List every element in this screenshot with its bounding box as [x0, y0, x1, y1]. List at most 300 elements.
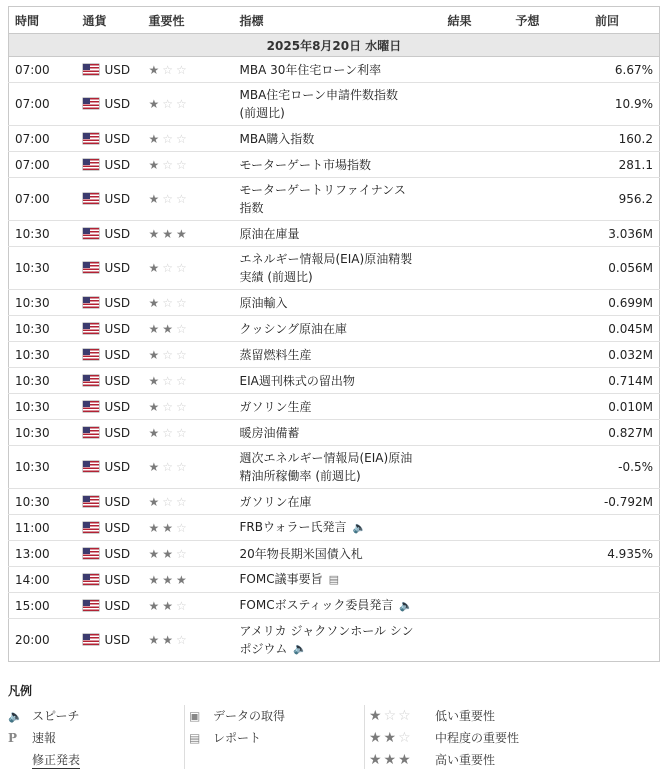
us-flag-icon	[83, 401, 99, 412]
event-previous: 0.827M	[566, 420, 660, 446]
legend-high-label: 高い重要性	[435, 753, 496, 767]
star-filled-icon: ★	[148, 192, 163, 206]
high-importance-stars-icon: ★★★	[369, 752, 413, 768]
star-filled-icon: ★	[162, 633, 177, 647]
us-flag-icon	[83, 349, 99, 360]
event-currency: USD	[104, 520, 131, 535]
star-empty-icon: ☆	[162, 347, 177, 362]
event-currency: USD	[104, 62, 131, 77]
event-forecast	[510, 126, 566, 152]
event-importance	[143, 57, 234, 83]
event-currency-cell	[77, 567, 143, 593]
event-currency-cell	[77, 446, 143, 489]
legend-item-high	[369, 749, 664, 771]
event-title[interactable]: クッシング原油在庫	[239, 321, 347, 336]
star-filled-icon: ★	[148, 226, 163, 241]
event-importance	[143, 178, 234, 221]
legend-report-label: レポート	[213, 731, 262, 745]
event-currency-cell	[77, 489, 143, 515]
event-currency-cell	[77, 342, 143, 368]
star-empty-icon: ☆	[176, 373, 190, 388]
event-title[interactable]: MBA 30年住宅ローン利率	[239, 62, 382, 77]
event-forecast	[510, 446, 566, 489]
star-empty-icon: ☆	[176, 460, 190, 474]
star-filled-icon: ★	[162, 321, 177, 336]
us-flag-icon	[83, 634, 99, 645]
legend-item-flash	[8, 727, 176, 749]
event-currency-cell	[77, 83, 143, 126]
legend-item-report	[189, 727, 364, 749]
event-currency: USD	[104, 373, 131, 388]
event-actual	[442, 178, 510, 221]
event-row[interactable]	[9, 126, 660, 152]
event-name-cell	[234, 152, 442, 178]
event-row[interactable]	[9, 489, 660, 515]
event-row[interactable]	[9, 394, 660, 420]
star-filled-icon: ★	[148, 425, 163, 440]
event-title[interactable]: 原油在庫量	[239, 226, 300, 241]
star-empty-icon: ☆	[162, 373, 177, 388]
header-forecast[interactable]: 予想	[510, 7, 566, 34]
us-flag-icon	[83, 228, 99, 239]
event-title[interactable]: MBA住宅ローン申請件数指数	[239, 88, 399, 102]
us-flag-icon	[83, 522, 99, 533]
event-forecast	[510, 221, 566, 247]
event-name-cell	[234, 515, 442, 541]
event-title[interactable]: モーターゲート市場指数	[239, 157, 372, 172]
star-empty-icon: ☆	[162, 261, 177, 275]
event-forecast	[510, 178, 566, 221]
event-time: 10:30	[9, 316, 77, 342]
event-row[interactable]	[9, 446, 660, 489]
event-row[interactable]	[9, 316, 660, 342]
event-name-cell	[234, 247, 442, 290]
header-event[interactable]: 指標	[234, 7, 442, 34]
legend-low-label: 低い重要性	[435, 709, 496, 723]
event-name-cell	[234, 368, 442, 394]
star-empty-icon: ☆	[162, 399, 177, 414]
star-empty-icon: ☆	[176, 97, 190, 111]
us-flag-icon	[83, 574, 99, 585]
event-row[interactable]	[9, 178, 660, 221]
star-filled-icon: ★	[148, 598, 163, 613]
event-forecast	[510, 394, 566, 420]
event-forecast	[510, 567, 566, 593]
event-currency-cell	[77, 541, 143, 567]
event-importance	[143, 489, 234, 515]
event-name-cell	[234, 593, 442, 619]
event-importance	[143, 567, 234, 593]
star-filled-icon: ★	[176, 226, 190, 241]
event-time: 07:00	[9, 57, 77, 83]
event-name-cell	[234, 83, 442, 126]
event-currency-cell	[77, 152, 143, 178]
event-importance	[143, 290, 234, 316]
event-time: 10:30	[9, 420, 77, 446]
us-flag-icon	[83, 600, 99, 611]
star-filled-icon: ★	[148, 97, 163, 111]
event-time: 10:30	[9, 446, 77, 489]
event-forecast	[510, 489, 566, 515]
event-title[interactable]: エネルギー情報局(EIA)原油精製	[239, 252, 413, 266]
event-actual	[442, 394, 510, 420]
event-title[interactable]: アメリカ ジャクソンホール シン	[239, 623, 414, 638]
event-title-line2[interactable]: (前週比)	[239, 106, 285, 120]
flash-p-icon: P	[8, 731, 18, 745]
event-actual	[442, 290, 510, 316]
star-filled-icon: ★	[162, 546, 177, 561]
star-empty-icon: ☆	[162, 460, 177, 474]
event-name-cell	[234, 221, 442, 247]
legend-item-low	[369, 705, 664, 727]
event-previous	[566, 515, 660, 541]
event-time: 15:00	[9, 593, 77, 619]
event-currency: USD	[104, 572, 131, 587]
event-row[interactable]	[9, 368, 660, 394]
event-title-line2[interactable]: 実績 (前週比)	[239, 270, 313, 284]
event-title-line2[interactable]: ポジウム 🔈	[240, 640, 436, 659]
legend-column-importance	[364, 705, 664, 769]
event-actual	[442, 446, 510, 489]
star-empty-icon: ☆	[162, 131, 177, 146]
date-label: 2025年8月20日 水曜日	[9, 34, 660, 57]
speaker-icon: 🔈	[352, 520, 367, 534]
event-previous: 3.036M	[566, 221, 660, 247]
event-name-cell	[234, 178, 442, 221]
event-currency-cell	[77, 178, 143, 221]
event-previous: -0.792M	[566, 489, 660, 515]
event-previous: 0.032M	[566, 342, 660, 368]
header-time[interactable]: 時間	[9, 7, 77, 34]
star-empty-icon: ☆	[176, 347, 190, 362]
event-title[interactable]: EIA週刊株式の留出物	[239, 373, 355, 388]
event-actual	[442, 83, 510, 126]
event-time: 10:30	[9, 368, 77, 394]
event-title[interactable]: 暖房油備蓄	[239, 425, 300, 440]
event-name-cell	[234, 57, 442, 83]
star-empty-icon: ☆	[162, 157, 177, 172]
legend-item-medium	[369, 727, 664, 749]
event-currency: USD	[104, 598, 131, 613]
legend-data-label: データの取得	[213, 709, 286, 723]
event-row[interactable]	[9, 619, 660, 662]
event-importance	[143, 420, 234, 446]
event-currency: USD	[104, 295, 131, 310]
star-filled-icon: ★	[162, 520, 177, 535]
legend-column-types	[8, 705, 176, 769]
event-name-cell	[234, 290, 442, 316]
event-title[interactable]: 週次エネルギー情報局(EIA)原油	[239, 451, 413, 465]
event-currency: USD	[104, 226, 131, 241]
star-empty-icon: ☆	[176, 520, 190, 535]
event-previous: 956.2	[566, 178, 660, 221]
event-title[interactable]: 20年物長期米国債入札	[239, 546, 363, 561]
star-empty-icon: ☆	[176, 546, 190, 561]
event-currency: USD	[104, 261, 131, 275]
event-currency: USD	[104, 157, 131, 172]
event-row[interactable]	[9, 247, 660, 290]
event-actual	[442, 342, 510, 368]
legend-item-data	[189, 705, 364, 727]
event-time: 10:30	[9, 221, 77, 247]
event-name-cell	[234, 446, 442, 489]
report-icon: ▤	[328, 572, 339, 586]
us-flag-icon	[83, 427, 99, 438]
star-filled-icon: ★	[148, 321, 163, 336]
low-importance-stars-icon: ★☆☆	[369, 708, 413, 724]
us-flag-icon	[83, 64, 99, 75]
us-flag-icon	[83, 193, 99, 204]
event-title[interactable]: 原油輸入	[239, 295, 288, 310]
event-time: 13:00	[9, 541, 77, 567]
star-filled-icon: ★	[148, 494, 163, 509]
event-importance	[143, 541, 234, 567]
event-currency: USD	[104, 192, 131, 206]
event-previous: 281.1	[566, 152, 660, 178]
event-name-cell	[234, 420, 442, 446]
legend-revised-label: 修正発表	[32, 753, 81, 767]
event-row[interactable]	[9, 515, 660, 541]
star-empty-icon: ☆	[176, 157, 190, 172]
event-actual	[442, 489, 510, 515]
medium-importance-stars-icon: ★★☆	[369, 730, 413, 746]
event-actual	[442, 515, 510, 541]
star-empty-icon: ☆	[176, 192, 190, 206]
event-importance	[143, 152, 234, 178]
event-previous: -0.5%	[566, 446, 660, 489]
event-row[interactable]	[9, 541, 660, 567]
event-actual	[442, 152, 510, 178]
speaker-icon: 🔈	[8, 709, 23, 723]
header-importance[interactable]: 重要性	[143, 7, 234, 34]
event-actual	[442, 126, 510, 152]
event-previous: 160.2	[566, 126, 660, 152]
event-previous: 0.699M	[566, 290, 660, 316]
star-empty-icon: ☆	[162, 62, 177, 77]
event-row[interactable]	[9, 290, 660, 316]
event-time: 07:00	[9, 83, 77, 126]
event-row[interactable]	[9, 420, 660, 446]
event-title[interactable]: ガソリン在庫	[239, 494, 312, 509]
star-filled-icon: ★	[148, 261, 163, 275]
event-currency-cell	[77, 394, 143, 420]
star-filled-icon: ★	[148, 157, 163, 172]
star-filled-icon: ★	[148, 131, 163, 146]
event-importance	[143, 446, 234, 489]
star-filled-icon: ★	[148, 373, 163, 388]
event-currency: USD	[104, 131, 131, 146]
event-time: 07:00	[9, 126, 77, 152]
star-empty-icon: ☆	[176, 261, 190, 275]
event-title[interactable]: FRBウォラー氏発言 🔈	[240, 518, 436, 537]
event-title-line2[interactable]: 精油所稼働率 (前週比)	[239, 469, 361, 483]
event-currency: USD	[104, 425, 131, 440]
event-currency-cell	[77, 290, 143, 316]
us-flag-icon	[83, 496, 99, 507]
event-importance	[143, 515, 234, 541]
event-importance	[143, 394, 234, 420]
event-forecast	[510, 342, 566, 368]
event-currency-cell	[77, 619, 143, 662]
event-forecast	[510, 515, 566, 541]
us-flag-icon	[83, 159, 99, 170]
event-previous: 0.045M	[566, 316, 660, 342]
event-name-cell	[234, 316, 442, 342]
us-flag-icon	[83, 262, 99, 273]
star-filled-icon: ★	[176, 572, 190, 587]
event-currency-cell	[77, 368, 143, 394]
event-title[interactable]: FOMC議事要旨 ▤	[240, 570, 436, 589]
legend-column-sources	[184, 705, 364, 769]
event-actual	[442, 316, 510, 342]
event-currency: USD	[104, 399, 131, 414]
legend-item-speech	[8, 705, 176, 727]
event-name-cell	[234, 567, 442, 593]
star-filled-icon: ★	[148, 546, 163, 561]
event-importance	[143, 247, 234, 290]
us-flag-icon	[83, 375, 99, 386]
data-retrieval-icon: ▣	[189, 709, 201, 723]
star-filled-icon: ★	[148, 460, 163, 474]
star-empty-icon: ☆	[162, 295, 177, 310]
header-row	[9, 7, 660, 34]
event-actual	[442, 368, 510, 394]
event-currency: USD	[104, 97, 131, 111]
star-empty-icon: ☆	[176, 494, 190, 509]
legend-flash-label: 速報	[32, 731, 57, 745]
legend-speech-label: スピーチ	[32, 709, 80, 723]
event-currency: USD	[104, 460, 131, 474]
event-previous: 10.9%	[566, 83, 660, 126]
legend-title: 凡例	[8, 684, 33, 698]
event-time: 14:00	[9, 567, 77, 593]
header-currency[interactable]: 通貨	[77, 7, 143, 34]
event-title[interactable]: 蒸留燃料生産	[239, 347, 312, 362]
economic-calendar-table	[8, 6, 660, 662]
event-forecast	[510, 368, 566, 394]
event-previous: 4.935%	[566, 541, 660, 567]
report-icon: ▤	[189, 731, 201, 745]
us-flag-icon	[83, 133, 99, 144]
event-importance	[143, 619, 234, 662]
star-filled-icon: ★	[162, 226, 177, 241]
star-empty-icon: ☆	[162, 494, 177, 509]
date-row	[9, 34, 660, 57]
event-time: 11:00	[9, 515, 77, 541]
event-actual	[442, 567, 510, 593]
event-title[interactable]: モーターゲートリファイナンス	[239, 183, 406, 197]
star-empty-icon: ☆	[176, 321, 190, 336]
event-importance	[143, 368, 234, 394]
event-row[interactable]	[9, 57, 660, 83]
event-name-cell	[234, 489, 442, 515]
star-filled-icon: ★	[148, 62, 163, 77]
us-flag-icon	[83, 323, 99, 334]
speaker-icon: 🔈	[293, 642, 308, 656]
event-row[interactable]	[9, 221, 660, 247]
star-filled-icon: ★	[148, 572, 163, 587]
us-flag-icon	[83, 98, 99, 109]
event-title[interactable]: ガソリン生産	[239, 399, 312, 414]
event-currency-cell	[77, 57, 143, 83]
event-actual	[442, 593, 510, 619]
event-currency: USD	[104, 546, 131, 561]
event-currency: USD	[104, 347, 131, 362]
star-empty-icon: ☆	[176, 131, 190, 146]
event-actual	[442, 541, 510, 567]
event-row[interactable]	[9, 152, 660, 178]
star-filled-icon: ★	[148, 295, 163, 310]
star-filled-icon: ★	[148, 633, 163, 647]
event-importance	[143, 126, 234, 152]
star-empty-icon: ☆	[176, 425, 190, 440]
event-forecast	[510, 247, 566, 290]
star-empty-icon: ☆	[176, 295, 190, 310]
us-flag-icon	[83, 297, 99, 308]
legend-item-revised	[8, 749, 176, 771]
header-actual[interactable]: 結果	[442, 7, 510, 34]
event-actual	[442, 221, 510, 247]
star-filled-icon: ★	[148, 520, 163, 535]
header-previous[interactable]: 前回	[566, 7, 660, 34]
star-empty-icon: ☆	[176, 399, 190, 414]
event-previous: 6.67%	[566, 57, 660, 83]
us-flag-icon	[83, 461, 99, 472]
legend	[8, 705, 659, 769]
event-time: 10:30	[9, 247, 77, 290]
event-currency: USD	[104, 633, 131, 647]
event-currency-cell	[77, 420, 143, 446]
event-previous: 0.056M	[566, 247, 660, 290]
event-currency-cell	[77, 247, 143, 290]
event-previous	[566, 567, 660, 593]
star-empty-icon: ☆	[162, 425, 177, 440]
event-importance	[143, 342, 234, 368]
event-importance	[143, 593, 234, 619]
event-name-cell	[234, 126, 442, 152]
event-forecast	[510, 152, 566, 178]
event-name-cell	[234, 394, 442, 420]
event-previous	[566, 593, 660, 619]
event-forecast	[510, 316, 566, 342]
event-currency-cell	[77, 515, 143, 541]
event-forecast	[510, 83, 566, 126]
star-filled-icon: ★	[162, 572, 177, 587]
event-title[interactable]: MBA購入指数	[239, 131, 315, 146]
event-row[interactable]	[9, 342, 660, 368]
event-previous	[566, 619, 660, 662]
event-importance	[143, 316, 234, 342]
star-empty-icon: ☆	[176, 598, 190, 613]
event-forecast	[510, 593, 566, 619]
legend-medium-label: 中程度の重要性	[435, 731, 520, 745]
event-row[interactable]	[9, 567, 660, 593]
event-time: 10:30	[9, 342, 77, 368]
event-forecast	[510, 420, 566, 446]
event-name-cell	[234, 342, 442, 368]
star-empty-icon: ☆	[162, 192, 177, 206]
event-forecast	[510, 290, 566, 316]
event-row[interactable]	[9, 593, 660, 619]
event-title-line2[interactable]: 指数	[239, 201, 264, 215]
event-forecast	[510, 541, 566, 567]
event-row[interactable]	[9, 83, 660, 126]
event-time: 10:30	[9, 489, 77, 515]
event-title[interactable]: FOMCボスティック委員発言 🔈	[240, 596, 436, 615]
event-actual	[442, 420, 510, 446]
event-importance	[143, 83, 234, 126]
speaker-icon: 🔈	[399, 598, 414, 612]
